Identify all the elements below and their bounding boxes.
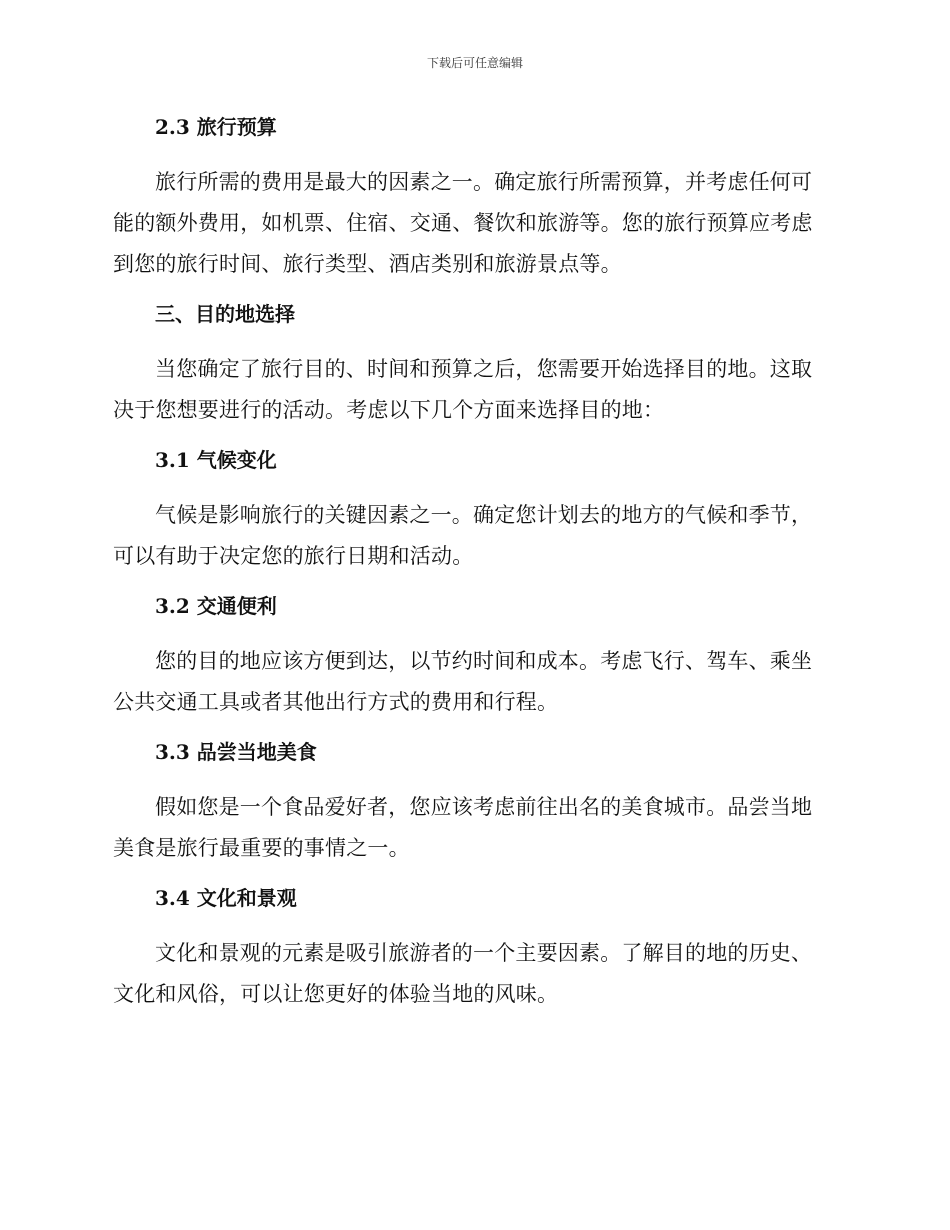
section-paragraph-destination: 当您确定了旅行目的、时间和预算之后，您需要开始选择目的地。这取决于您想要进行的活动。考虑以下几个方面来选择目的地： (113, 357, 813, 422)
page-header: 下载后可任意编辑 (426, 56, 523, 70)
section-heading-destination: 三、目的地选择 (155, 302, 295, 326)
section-heading-culture: 3.4 文化和景观 (155, 886, 297, 910)
section-paragraph-culture: 文化和景观的元素是吸引旅游者的一个主要因素。了解目的地的历史、文化和风俗，可以让您更好的体验当地的风味。 (113, 941, 813, 1006)
section-heading-food: 3.3 品尝当地美食 (155, 740, 317, 764)
section-paragraph-budget: 旅行所需的费用是最大的因素之一。确定旅行所需预算，并考虑任何可能的额外费用，如机票、住宿、交通、餐饮和旅游等。您的旅行预算应考虑到您的旅行时间、旅行类型、酒店类别和旅游景点等。 (113, 170, 813, 276)
section-paragraph-climate: 气候是影响旅行的关键因素之一。确定您计划去的地方的气候和季节，可以有助于决定您的旅行日期和活动。 (113, 503, 813, 568)
section-heading-budget: 2.3 旅行预算 (155, 115, 277, 139)
section-heading-climate: 3.1 气候变化 (155, 448, 277, 472)
section-paragraph-food: 假如您是一个食品爱好者，您应该考虑前往出名的美食城市。品尝当地美食是旅行最重要的事情之一。 (113, 795, 813, 860)
document-body (113, 110, 833, 1027)
section-heading-transport: 3.2 交通便利 (155, 594, 277, 618)
section-paragraph-transport: 您的目的地应该方便到达，以节约时间和成本。考虑飞行、驾车、乘坐公共交通工具或者其他出行方式的费用和行程。 (113, 649, 813, 714)
